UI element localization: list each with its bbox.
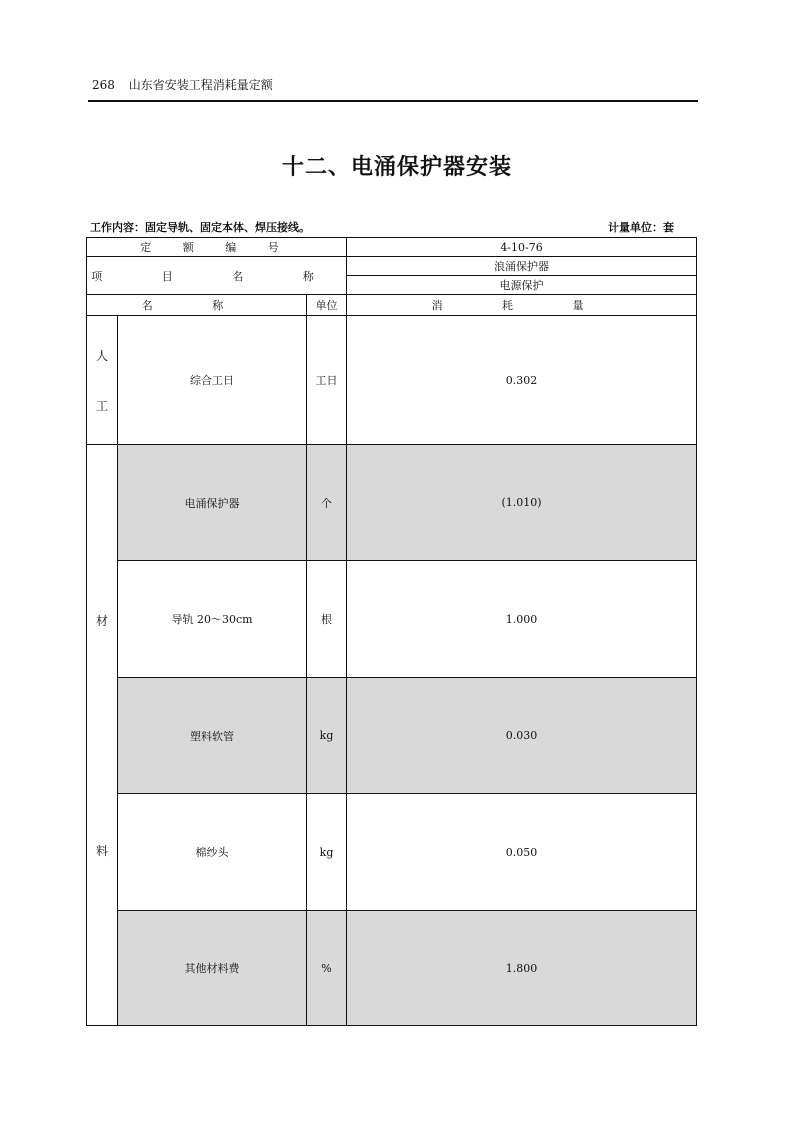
row-name: 综合工日 (118, 316, 307, 445)
item-name-primary: 浪涌保护器 (347, 257, 697, 276)
row-unit: 个 (307, 445, 347, 561)
table-row (87, 911, 697, 1026)
row-value: 0.050 (347, 794, 697, 911)
row-value: 1.000 (347, 561, 697, 678)
page-header (92, 76, 273, 93)
material-group-label: 材 料 (87, 445, 118, 1026)
table-row (87, 561, 697, 678)
column-header-consumption: 消 耗 量 (347, 295, 697, 316)
item-name-secondary: 电源保护 (347, 276, 697, 295)
table-row (87, 794, 697, 911)
row-name: 塑料软管 (118, 678, 307, 794)
item-name-label: 项 目 名 称 (87, 257, 347, 295)
measure-unit: 计量单位：套 (608, 221, 674, 234)
table-row (87, 678, 697, 794)
row-name: 电涌保护器 (118, 445, 307, 561)
labor-group-label: 人 工 (87, 316, 118, 445)
row-unit: 根 (307, 561, 347, 678)
row-value: 0.302 (347, 316, 697, 445)
quota-number: 4-10-76 (347, 238, 697, 257)
row-value: 0.030 (347, 678, 697, 794)
row-unit: kg (307, 678, 347, 794)
book-title: 山东省安装工程消耗量定额 (128, 78, 273, 92)
page-number: 268 (92, 78, 115, 92)
row-name: 其他材料费 (118, 911, 307, 1026)
table-row (87, 316, 697, 445)
section-title: 十二、电涌保护器安装 (281, 155, 512, 180)
quota-table (86, 237, 697, 1026)
quota-number-label: 定 额 编 号 (87, 238, 347, 257)
row-value: (1.010) (347, 445, 697, 561)
row-unit: 工日 (307, 316, 347, 445)
column-header-name: 名 称 (87, 295, 307, 316)
table-row (87, 445, 697, 561)
row-name: 导轨 20～30cm (118, 561, 307, 678)
row-unit: kg (307, 794, 347, 911)
row-unit: % (307, 911, 347, 1026)
row-value: 1.800 (347, 911, 697, 1026)
row-name: 棉纱头 (118, 794, 307, 911)
column-header-unit: 单位 (307, 295, 347, 316)
work-content: 工作内容：固定导轨、固定本体、焊压接线。 (90, 221, 310, 234)
header-divider (88, 100, 698, 102)
